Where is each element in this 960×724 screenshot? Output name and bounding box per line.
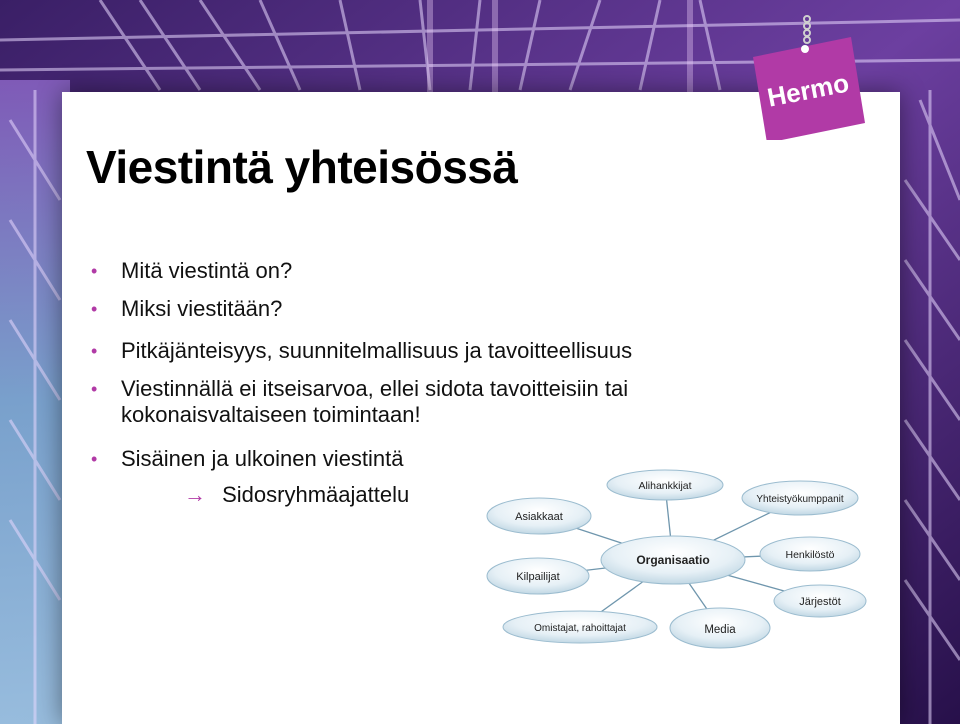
bullet-item <box>91 376 761 428</box>
slide-title: Viestintä yhteisössä <box>86 141 518 193</box>
diagram-label-organisaatio: Organisaatio <box>636 553 710 567</box>
bullet-marker: • <box>91 299 98 319</box>
diagram-label-kilpailijat: Kilpailijat <box>516 571 560 583</box>
diagram-label-media: Media <box>704 624 736 636</box>
diagram-label-asiakkaat: Asiakkaat <box>515 511 563 523</box>
bullet-item <box>91 338 633 364</box>
bullet-item <box>91 258 293 284</box>
bullet-marker: • <box>91 379 98 399</box>
bullet-text: Pitkäjänteisyys, suunnitelmallisuus ja tavoitteellisuus <box>121 338 633 363</box>
bullet-item <box>91 296 283 322</box>
bullet-text: Viestinnällä ei itseisarvoa, ellei sidota tavoitteisiin tai kokonaisvaltaiseen toimintaan! <box>121 376 629 427</box>
arrow-icon: → <box>184 482 206 507</box>
sub-bullet-text: Sidosryhmäajattelu <box>222 482 410 507</box>
stakeholder-diagram <box>480 465 880 665</box>
bullet-item <box>91 446 404 472</box>
bullet-text: Sisäinen ja ulkoinen viestintä <box>121 446 404 471</box>
bullet-marker: • <box>91 449 98 469</box>
chain-icon <box>804 16 810 43</box>
sub-bullet-item <box>184 482 409 508</box>
tag-hole-icon <box>801 45 809 53</box>
diagram-label-henkilosto: Henkilöstö <box>785 549 835 561</box>
hermo-logo-text: Hermo <box>764 67 852 113</box>
hermo-logo-tag <box>745 15 870 140</box>
diagram-label-omistajat: Omistajat, rahoittajat <box>534 623 626 634</box>
diagram-label-alihankkijat: Alihankkijat <box>638 480 692 492</box>
diagram-label-yhteistyokumppanit: Yhteistyökumppanit <box>756 494 844 505</box>
bullet-text: Mitä viestintä on? <box>121 258 293 283</box>
diagram-label-jarjestot: Järjestöt <box>799 596 841 608</box>
bullet-text: Miksi viestitään? <box>121 296 283 321</box>
bullet-marker: • <box>91 341 98 361</box>
bullet-marker: • <box>91 261 98 281</box>
